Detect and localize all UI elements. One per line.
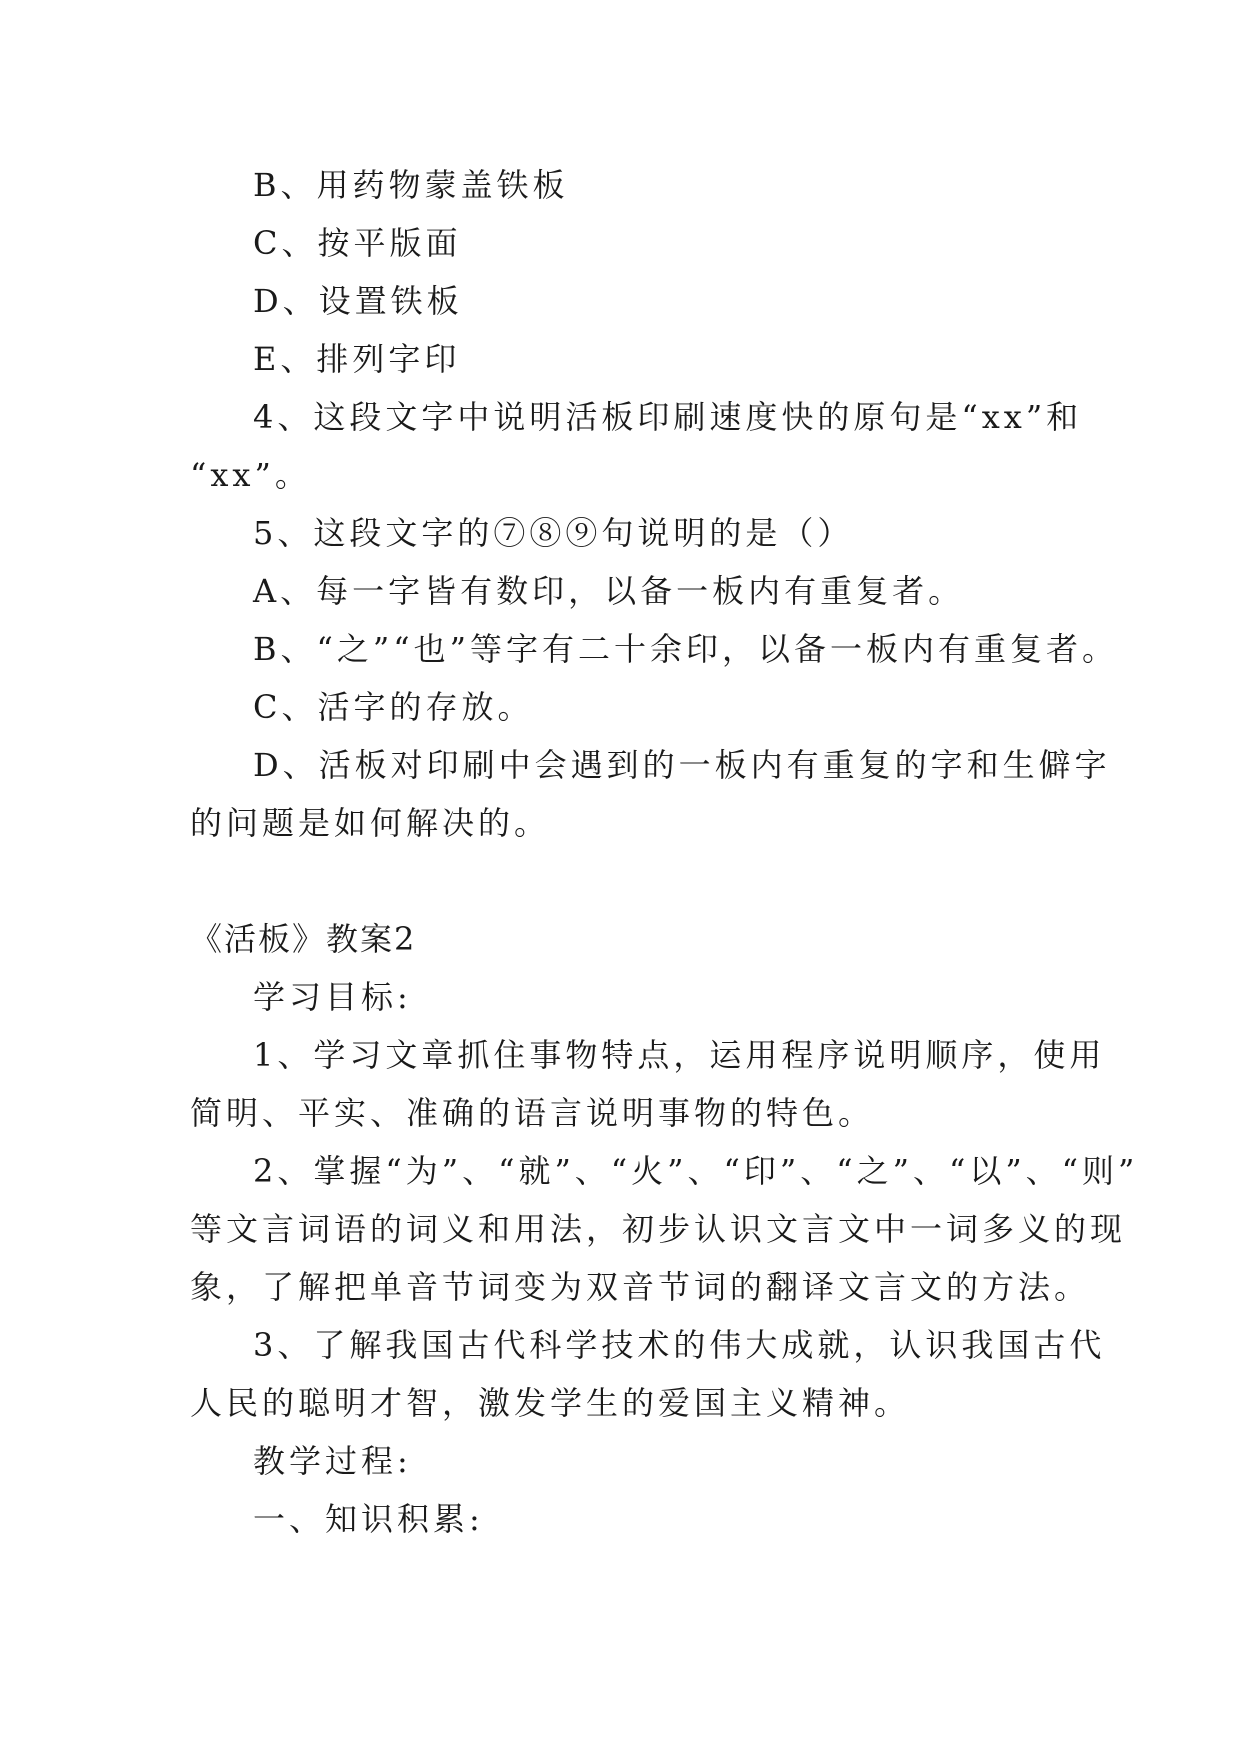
- knowledge-accumulation-heading: 一、知识积累:: [253, 1500, 484, 1538]
- goal-2-line-3: 象，了解把单音节词变为双音节词的翻译文言文的方法。: [190, 1268, 1091, 1306]
- goal-3-line-2: 人民的聪明才智，激发学生的爱国主义精神。: [190, 1384, 911, 1422]
- goal-2-line-2: 等文言词语的词义和用法，初步认识文言文中一词多义的现: [190, 1210, 1127, 1248]
- q5-option-b-line: B、“之”“也”等字有二十余印，以备一板内有重复者。: [253, 630, 1118, 668]
- q5-option-d-line-2: 的问题是如何解决的。: [190, 804, 551, 842]
- goal-1-line-1: 1、学习文章抓住事物特点，运用程序说明顺序，使用: [253, 1036, 1106, 1074]
- option-b-line: B、用药物蒙盖铁板: [253, 166, 569, 204]
- option-e-line: E、排列字印: [253, 340, 461, 378]
- option-c-line: C、按平版面: [253, 224, 462, 262]
- learning-goals-heading: 学习目标:: [253, 978, 412, 1016]
- question-4-line-1: 4、这段文字中说明活板印刷速度快的原句是“xx”和: [253, 398, 1083, 436]
- teaching-process-heading: 教学过程:: [253, 1442, 412, 1480]
- q5-option-a-line: A、每一字皆有数印，以备一板内有重复者。: [253, 572, 965, 610]
- question-5-line: 5、这段文字的⑦⑧⑨句说明的是（）: [253, 514, 854, 552]
- goal-3-line-1: 3、了解我国古代科学技术的伟大成就，认识我国古代: [253, 1326, 1106, 1364]
- section-title: 《活板》教案2: [190, 920, 417, 958]
- option-d-line: D、设置铁板: [253, 282, 463, 320]
- q5-option-c-line: C、活字的存放。: [253, 688, 534, 726]
- q5-option-d-line-1: D、活板对印刷中会遇到的一板内有重复的字和生僻字: [253, 746, 1111, 784]
- goal-1-line-2: 简明、平实、准确的语言说明事物的特色。: [190, 1094, 875, 1132]
- question-4-line-2: “xx”。: [190, 456, 311, 494]
- goal-2-line-1: 2、掌握“为”、“就”、“火”、“印”、“之”、“以”、“则”: [253, 1152, 1139, 1190]
